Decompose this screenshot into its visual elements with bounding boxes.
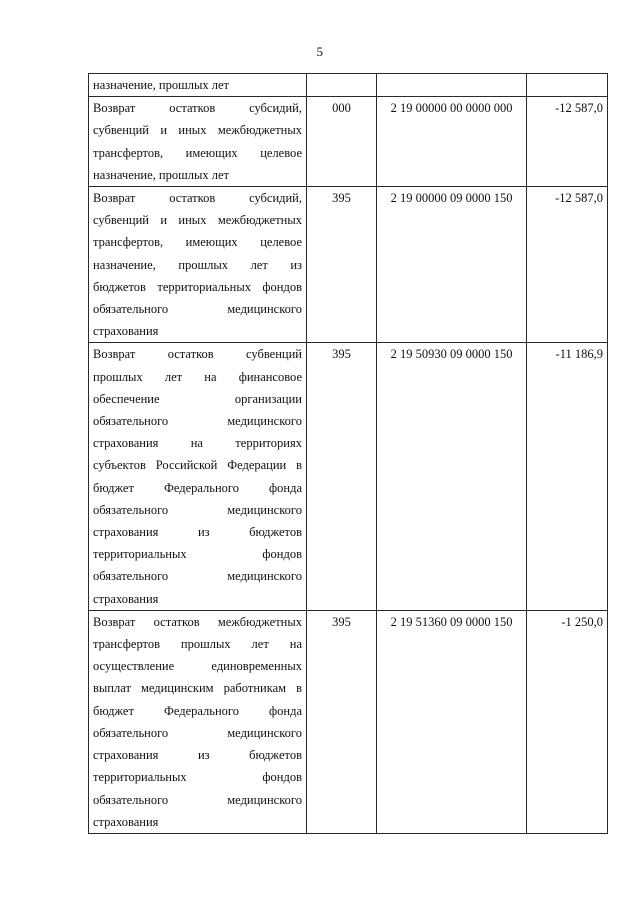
name-line: прошлых лет на финансовое [93, 369, 302, 384]
name-line: бюджет Федерального фонда [93, 480, 302, 495]
table-row [89, 74, 608, 97]
name-line: обязательного медицинского [93, 302, 302, 317]
admin-code-cell [307, 74, 377, 97]
amount-cell [527, 74, 608, 97]
name-line: бюджетов территориальных фондов [93, 279, 302, 294]
name-line: бюджет Федерального фонда [93, 703, 302, 718]
name-line: страхования из бюджетов [93, 748, 302, 763]
budget-code-cell: 2 19 00000 00 0000 000 [377, 97, 527, 187]
name-line: назначение, прошлых лет из [93, 257, 302, 272]
name-line: страхования [93, 591, 159, 606]
name-line: Возврат остатков субсидий, [93, 191, 302, 206]
name-line: трансфертов прошлых лет на [93, 637, 302, 652]
admin-code-cell: 395 [307, 610, 377, 833]
table-row [89, 610, 608, 833]
name-line: территориальных фондов [93, 547, 302, 562]
name-line: территориальных фондов [93, 770, 302, 785]
table-body [89, 74, 608, 834]
table-row [89, 343, 608, 610]
name-line: субвенций и иных межбюджетных [93, 213, 302, 228]
name-line: осуществление единовременных [93, 659, 302, 674]
admin-code-cell: 395 [307, 343, 377, 610]
budget-code-cell: 2 19 00000 09 0000 150 [377, 187, 527, 343]
name-line: страхования [93, 814, 159, 829]
name-line: назначение, прошлых лет [93, 78, 229, 92]
amount-cell: -12 587,0 [527, 187, 608, 343]
row-name-cell [89, 74, 307, 97]
name-line: обязательного медицинского [93, 414, 302, 429]
budget-table [88, 73, 608, 834]
name-line: Возврат остатков субвенций [93, 347, 302, 362]
table-row [89, 97, 608, 187]
page-number: 5 [316, 44, 324, 59]
admin-code-cell: 000 [307, 97, 377, 187]
row-name-cell [89, 187, 307, 343]
budget-code-cell [377, 74, 527, 97]
admin-code-cell: 395 [307, 187, 377, 343]
amount-cell: -12 587,0 [527, 97, 608, 187]
name-line: трансфертов, имеющих целевое [93, 145, 302, 160]
name-line: обязательного медицинского [93, 792, 302, 807]
name-line: трансфертов, имеющих целевое [93, 235, 302, 250]
name-line: Возврат остатков субсидий, [93, 101, 302, 116]
row-name-cell [89, 97, 307, 187]
name-line: назначение, прошлых лет [93, 167, 229, 182]
name-line: обязательного медицинского [93, 569, 302, 584]
name-line: выплат медицинским работникам в [93, 681, 302, 696]
budget-code-cell: 2 19 50930 09 0000 150 [377, 343, 527, 610]
row-name-cell [89, 610, 307, 833]
name-line: субъектов Российской Федерации в [93, 458, 302, 473]
name-line: обеспечение организации [93, 391, 302, 406]
amount-cell: -11 186,9 [527, 343, 608, 610]
amount-cell: -1 250,0 [527, 610, 608, 833]
budget-code-cell: 2 19 51360 09 0000 150 [377, 610, 527, 833]
row-name-cell [89, 343, 307, 610]
name-line: страхования из бюджетов [93, 525, 302, 540]
name-line: страхования [93, 324, 159, 339]
name-line: Возврат остатков межбюджетных [93, 614, 302, 629]
name-line: обязательного медицинского [93, 502, 302, 517]
name-line: субвенций и иных межбюджетных [93, 123, 302, 138]
table-row [89, 187, 608, 343]
name-line: обязательного медицинского [93, 725, 302, 740]
name-line: страхования на территориях [93, 436, 302, 451]
